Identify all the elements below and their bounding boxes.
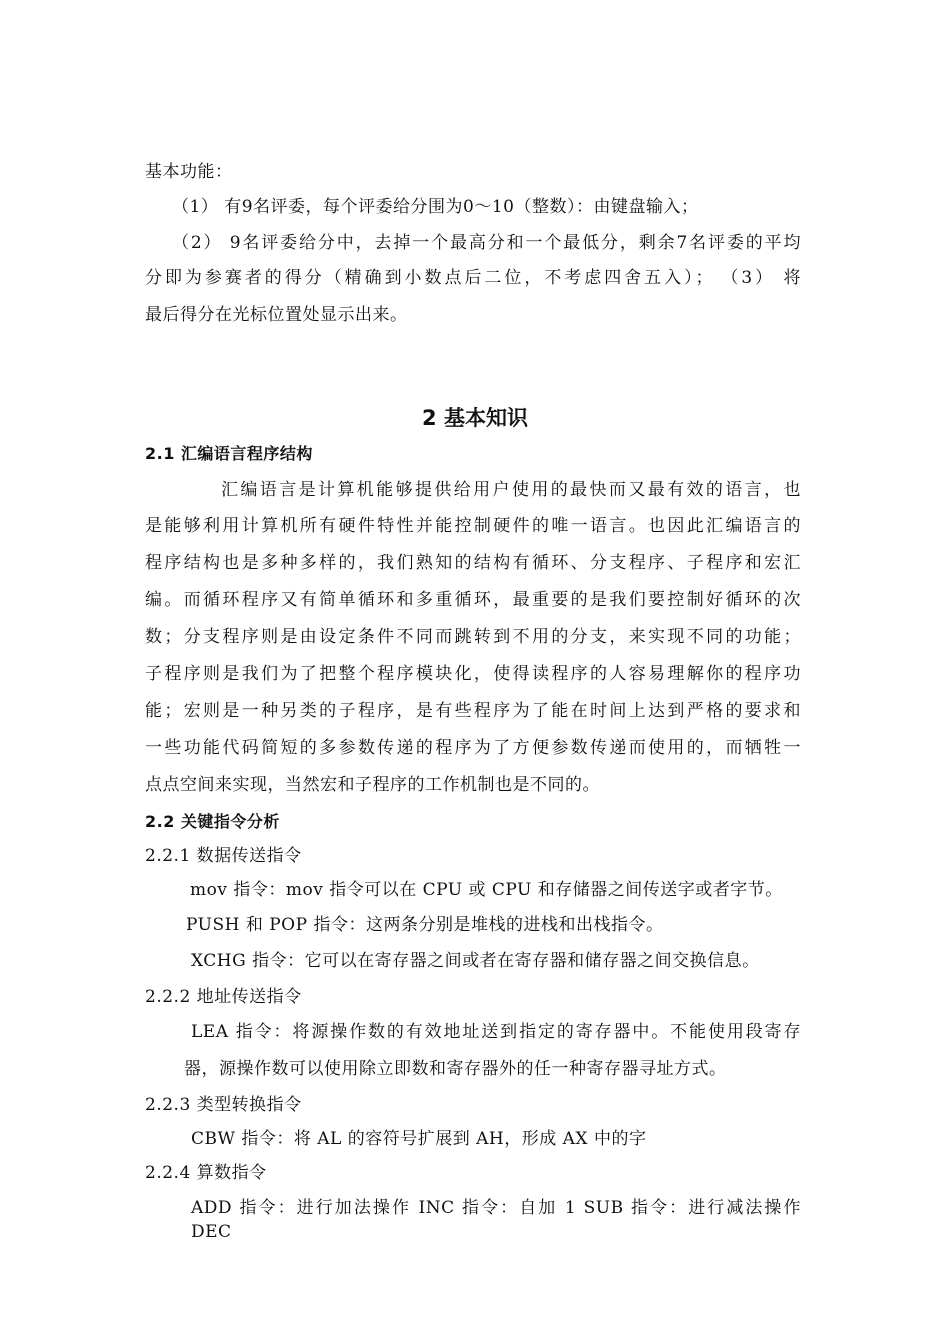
paragraph-line: 汇编语言是计算机能够提供给用户使用的最快而又最有效的语言，也 (221, 480, 801, 500)
lea-instruction-line-2: 器，源操作数可以使用除立即数和寄存器外的任一种寄存器寻址方式。 (184, 1059, 727, 1079)
paragraph-line: 能；宏则是一种另类的子程序，是有些程序为了能在时间上达到严格的要求和 (145, 701, 801, 721)
section-heading: 2 基本知识 (422, 406, 528, 430)
push-pop-instruction: PUSH 和 POP 指令：这两条分别是堆栈的进栈和出栈指令。 (186, 915, 664, 935)
add-instruction: ADD 指令：进行加法操作 INC 指令：自加 1 SUB 指令：进行减法操作 DEC (191, 1198, 801, 1242)
paragraph-line: 点点空间来实现，当然宏和子程序的工作机制也是不同的。 (145, 775, 600, 795)
paragraph-line: 是能够利用计算机所有硬件特性并能控制硬件的唯一语言。也因此汇编语言的 (145, 516, 801, 536)
function-item-1: （1） 有9名评委，每个评委给分围为0～10（整数）：由键盘输入； (172, 197, 699, 217)
function-item-2-line-2: 分即为参赛者的得分（精确到小数点后二位，不考虑四舍五入）； （3） 将 (145, 268, 801, 288)
function-item-3-line-2: 最后得分在光标位置处显示出来。 (145, 305, 408, 325)
paragraph-line: 一些功能代码简短的多参数传递的程序为了方便参数传递而使用的，而牺牲一 (145, 738, 801, 758)
paragraph-line: 编。而循环程序又有简单循环和多重循环，最重要的是我们要控制好循环的次 (145, 590, 801, 610)
subsection-title-2-2: 2.2 关键指令分析 (145, 812, 280, 831)
subsection-title-2-2-1: 2.2.1 数据传送指令 (145, 846, 302, 866)
mov-instruction: mov 指令：mov 指令可以在 CPU 或 CPU 和存储器之间传送字或者字节。 (190, 880, 783, 900)
lea-instruction-line-1: LEA 指令：将源操作数的有效地址送到指定的寄存器中。不能使用段寄存 (191, 1022, 801, 1042)
cbw-instruction: CBW 指令：将 AL 的容符号扩展到 AH，形成 AX 中的字 (191, 1129, 647, 1149)
basic-functions-title: 基本功能： (145, 162, 233, 182)
paragraph-line: 数；分支程序则是由设定条件不同而跳转到不用的分支，来实现不同的功能； (145, 627, 801, 647)
xchg-instruction: XCHG 指令：它可以在寄存器之间或者在寄存器和储存器之间交换信息。 (191, 951, 760, 971)
subsection-title-2-2-3: 2.2.3 类型转换指令 (145, 1095, 302, 1115)
subsection-title-2-2-2: 2.2.2 地址传送指令 (145, 987, 302, 1007)
subsection-title-2-2-4: 2.2.4 算数指令 (145, 1163, 267, 1183)
paragraph-line: 程序结构也是多种多样的，我们熟知的结构有循环、分支程序、子程序和宏汇 (145, 553, 801, 573)
paragraph-line: 子程序则是我们为了把整个程序模块化，使得读程序的人容易理解你的程序功 (145, 664, 801, 684)
subsection-title-2-1: 2.1 汇编语言程序结构 (145, 444, 313, 463)
function-item-2-line-1: （2） 9名评委给分中，去掉一个最高分和一个最低分，剩余7名评委的平均 (172, 233, 801, 253)
